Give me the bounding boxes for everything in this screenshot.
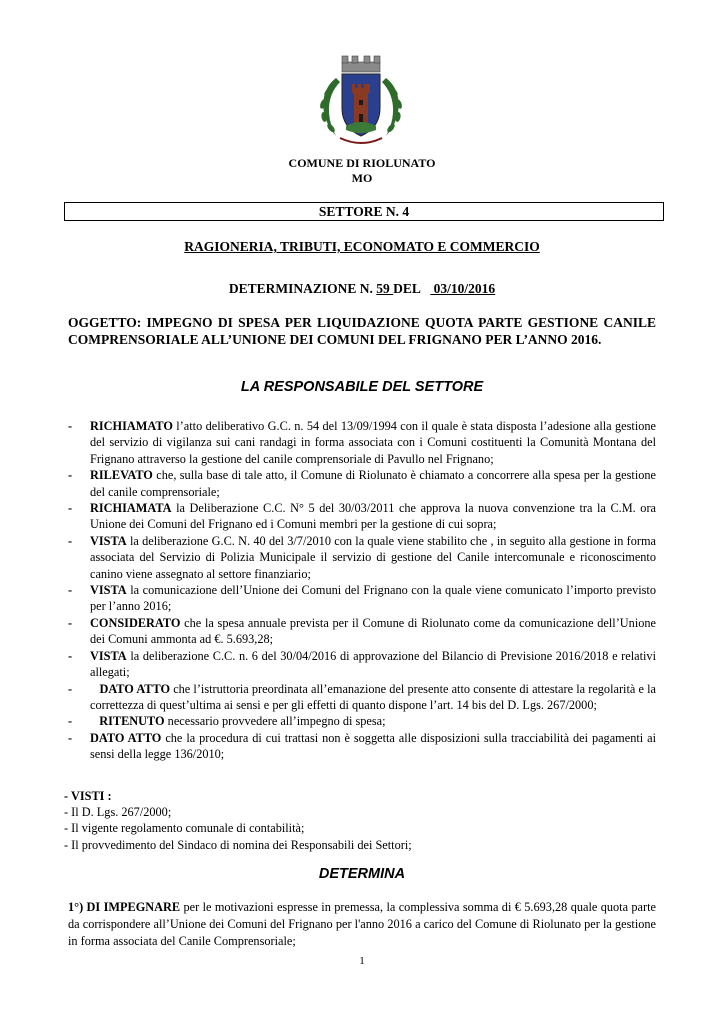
- premessa-item: [68, 533, 656, 582]
- premessa-text: [90, 418, 656, 467]
- determination-date: 03/10/2016: [430, 281, 496, 296]
- premessa-item: [68, 730, 656, 763]
- premessa-body: che, sulla base di tale atto, il Comune di Riolunato è chiamato a concorrere alla spesa per la gestione del canile comprensoriale;: [90, 468, 656, 499]
- premessa-text: [90, 681, 656, 714]
- premessa-keyword: CONSIDERATO: [90, 615, 181, 630]
- visti-block: [64, 788, 656, 853]
- premessa-body: necessario provvedere all’impegno di spesa;: [164, 714, 386, 729]
- list-dash: -: [68, 730, 73, 745]
- premessa-body: che l’istruttoria preordinata all’emanazione del presente atto consente di attestare la regolarità e la correttezza di quest’ultima ai sensi e per gli effetti di quanto dispone l’art. 14 bis del D. Lgs. 267/2000;: [90, 681, 656, 712]
- premessa-item: [68, 467, 656, 500]
- determination-del: DEL: [393, 281, 421, 296]
- list-dash: -: [68, 583, 73, 598]
- premessa-text: [90, 467, 656, 500]
- premessa-item: [68, 615, 656, 648]
- premessa-body: l’atto deliberativo G.C. n. 54 del 13/09/1994 con il quale è stata disposta l’adesione alla gestione del servizio di vigilanza sui cani randagi in forma associata con i Comuni costituenti la Comunità Montana del Frignano attraverso la gestione del canile comprensoriale di Pavullo nel Frignano;: [90, 419, 656, 466]
- point-1-keyword: 1°) DI IMPEGNARE: [68, 900, 181, 914]
- visti-title: - VISTI :: [64, 789, 112, 803]
- premessa-keyword: VISTA: [90, 648, 127, 663]
- premessa-item: [68, 500, 656, 533]
- premessa-keyword: DATO ATTO: [90, 681, 171, 696]
- premessa-item: [68, 648, 656, 681]
- list-dash: -: [68, 615, 73, 630]
- premessa-keyword: DATO ATTO: [90, 730, 162, 745]
- premessa-keyword: RICHIAMATO: [90, 419, 173, 433]
- determination-line: [0, 281, 724, 297]
- municipal-coat-of-arms-icon: [306, 48, 416, 152]
- settore-box: SETTORE N. 4: [64, 202, 664, 221]
- visti-item: - Il vigente regolamento comunale di contabilità;: [64, 821, 305, 836]
- list-dash: -: [68, 648, 73, 663]
- premessa-item: [68, 418, 656, 467]
- premessa-text: [90, 582, 656, 615]
- premessa-body: la comunicazione dell’Unione dei Comuni del Frignano con la quale viene comunicato l’importo previsto per l’anno 2016;: [90, 583, 656, 614]
- subject: OGGETTO: IMPEGNO DI SPESA PER LIQUIDAZIONE QUOTA PARTE GESTIONE CANILE COMPRENSORIALE ALL’UNIONE DEI COMUNI DEL FRIGNANO PER L’ANNO 2016.: [68, 315, 656, 347]
- premesse-list: [68, 418, 656, 763]
- department-title: RAGIONERIA, TRIBUTI, ECONOMATO E COMMERCIO: [184, 239, 540, 254]
- premessa-item: [68, 681, 656, 714]
- premessa-body: la deliberazione G.C. N. 40 del 3/7/2010 con la quale viene stabilito che , in seguito alla gestione in forma associata del Servizio di Polizia Municipale il servizio di gestione del Canile intercomunale e riconoscimento canino viene assegnato al settore finanziario;: [90, 533, 656, 581]
- determination-number: 59: [376, 281, 394, 296]
- determina-point-1: [68, 899, 656, 950]
- list-dash: -: [68, 501, 73, 516]
- premessa-text: [90, 730, 656, 763]
- provincia: MO: [351, 171, 373, 185]
- heading-responsabile: LA RESPONSABILE DEL SETTORE: [240, 379, 484, 395]
- premessa-body: la Deliberazione C.C. N° 5 del 30/03/2011 che approva la nuova convenzione tra la C.M. ora Unione dei Comuni del Frignano ed i Comuni membri per la gestione di cui sopra;: [90, 501, 656, 532]
- premessa-item: [68, 713, 656, 729]
- list-dash: -: [68, 468, 73, 483]
- list-dash: -: [68, 714, 73, 729]
- visti-item: - Il D. Lgs. 267/2000;: [64, 805, 172, 820]
- premessa-keyword: VISTA: [90, 533, 127, 548]
- comune-name: COMUNE DI RIOLUNATO: [288, 156, 436, 170]
- premessa-item: [68, 582, 656, 615]
- premessa-keyword: VISTA: [90, 583, 127, 598]
- premessa-keyword: RICHIAMATA: [90, 501, 172, 516]
- premessa-body: che la procedura di cui trattasi non è soggetta alle disposizioni sulla tracciabilità dei pagamenti ai sensi della legge 136/2010;: [90, 730, 656, 762]
- list-dash: -: [68, 419, 73, 433]
- visti-item: - Il provvedimento del Sindaco di nomina dei Responsabili dei Settori;: [64, 837, 412, 852]
- list-dash: -: [68, 533, 73, 548]
- premessa-keyword: RILEVATO: [90, 468, 153, 483]
- page-number: 1: [359, 955, 365, 967]
- issuer-block: [0, 156, 724, 186]
- premessa-text: [90, 713, 656, 729]
- heading-determina: DETERMINA: [318, 866, 406, 882]
- premessa-text: [90, 615, 656, 648]
- premessa-text: [90, 500, 656, 533]
- premessa-text: [90, 648, 656, 681]
- premessa-body: la deliberazione C.C. n. 6 del 30/04/2016 di approvazione del Bilancio di Previsione 2016/2018 e relativi allegati;: [90, 648, 656, 680]
- premessa-text: [90, 533, 656, 582]
- determination-prefix: DETERMINAZIONE N.: [228, 281, 373, 296]
- premessa-keyword: RITENUTO: [90, 714, 165, 729]
- point-1-body: per le motivazioni espresse in premessa, la complessiva somma di € 5.693,28 quale quota parte da corrispondere all’Unione dei Comuni del Frignano per l'anno 2016 a carico del Comune di Riolunato per la gestione in forma associata del Canile Comprensoriale;: [68, 900, 656, 948]
- premessa-body: che la spesa annuale prevista per il Comune di Riolunato come da comunicazione dell’Unione dei Comuni ammonta ad €. 5.693,28;: [90, 615, 656, 647]
- list-dash: -: [68, 681, 73, 696]
